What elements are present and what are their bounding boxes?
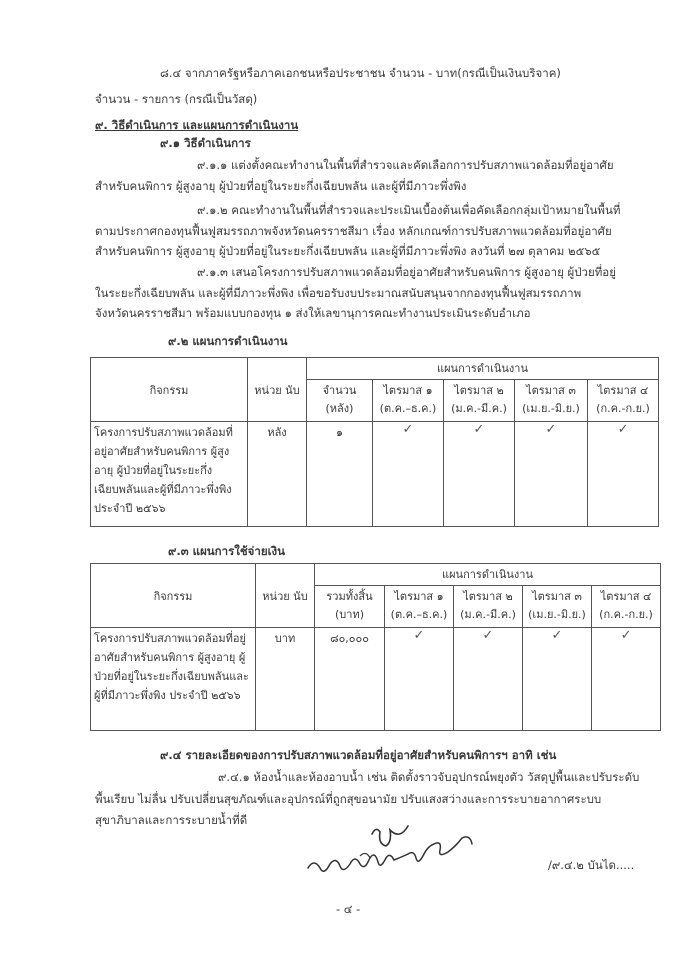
table-row <box>91 628 661 731</box>
para-9-1-2-c: สำหรับคนพิการ ผู้สูงอายุ ผู้ป่วยที่อยู่ในระยะกึ่งเฉียบพลัน และผู้ที่มีภาวะพึ่งพิง ลงวันที่ ๒๗ ตุลาคม ๒๕๖๕ <box>95 244 601 258</box>
header-quarter-4: ไตรมาส ๔ (ก.ค.-ก.ย.) <box>588 380 659 422</box>
section-9-2-heading: ๙.๒ แผนการดำเนินงาน <box>168 334 288 348</box>
para-9-4-1-a: ๙.๔.๑ ห้องน้ำและห้องอาบน้ำ เช่น ติดตั้งราวจับอุปกรณ์พยุงตัว วัสดุปูพื้นและปรับระดับ <box>218 770 640 784</box>
check-mark-q1: ✓ <box>385 628 454 731</box>
header-quarter-2: ไตรมาส ๒ (ม.ค.-มี.ค.) <box>444 380 515 422</box>
check-mark-q4: ✓ <box>592 628 661 731</box>
header-quarter-3: ไตรมาส ๓ (เม.ย.-มิ.ย.) <box>515 380 588 422</box>
total-cell: ๘๐,๐๐๐ <box>315 628 385 731</box>
para-9-1-3-b: ในระยะกึ่งเฉียบพลัน และผู้ที่มีภาวะพึ่งพิง เพื่อขอรับงบประมาณสนับสนุนจากกองทุนฟื้นฟูสมรรถภาพ <box>95 286 582 300</box>
para-9-1-3-a: ๙.๑.๓ เสนอโครงการปรับสภาพแวดล้อมที่อยู่อาศัยสำหรับคนพิการ ผู้สูงอายุ ผู้ป่วยที่อยู่ <box>197 265 616 279</box>
table-row <box>91 422 659 527</box>
para-9-4-1-b: พื้นเรียบ ไม่ลื่น ปรับเปลี่ยนสุขภัณฑ์และอุปกรณ์ที่ถูกสุขอนามัย ปรับแสงสว่างและการระบายอากาศระบบ <box>95 792 602 806</box>
operation-plan-table <box>90 357 659 527</box>
check-mark-q3: ✓ <box>515 422 588 527</box>
header-activity: กิจกรรม <box>91 358 248 422</box>
activity-cell: โครงการปรับสภาพแวดล้อมที่อยู่อาศัยสำหรับคนพิการ ผู้สูงอายุ ผู้ป่วยที่อยู่ในระยะกึ่งเฉียบพลันและผู้ที่มีภาวะพึ่งพิง ประจำปี ๒๕๖๖ <box>91 628 256 731</box>
check-mark-q3: ✓ <box>523 628 592 731</box>
para-9-1-1-b: สำหรับคนพิการ ผู้สูงอายุ ผู้ป่วยที่อยู่ในระยะกึ่งเฉียบพลัน และผู้ที่มีภาวะพึ่งพิง <box>95 179 467 193</box>
header-unit: หน่วย นับ <box>248 358 307 422</box>
para-9-1-1-a: ๙.๑.๑ แต่งตั้งคณะทำงานในพื้นที่สำรวจและคัดเลือกการปรับสภาพแวดล้อมที่อยู่อาศัย <box>197 158 614 172</box>
check-mark-q2: ✓ <box>444 422 515 527</box>
header-quarter-2: ไตรมาส ๒ (ม.ค.-มี.ค.) <box>454 586 523 628</box>
section-9-3-heading: ๙.๓ แผนการใช้จ่ายเงิน <box>168 544 286 558</box>
unit-cell: บาท <box>256 628 315 731</box>
check-mark-q4: ✓ <box>588 422 659 527</box>
section-9-4-heading: ๙.๔ รายละเอียดของการปรับสภาพแวดล้อมที่อยู่อาศัยสำหรับคนพิการฯ อาทิ เช่น <box>160 748 557 762</box>
amount-cell: ๑ <box>307 422 373 527</box>
section-9-heading: ๙. วิธีดำเนินการ และแผนการดำเนินงาน <box>95 118 299 132</box>
activity-cell: โครงการปรับสภาพแวดล้อมที่อยู่อาศัยสำหรับคนพิการ ผู้สูงอายุ ผู้ป่วยที่อยู่ในระยะกึ่งเฉียบพลันและผู้ที่มีภาวะพึ่งพิง ประจำปี ๒๕๖๖ <box>91 422 248 527</box>
page-number: - ๔ - <box>336 902 361 916</box>
header-quarter-3: ไตรมาส ๓ (เม.ย.-มิ.ย.) <box>523 586 592 628</box>
funding-line-material: จำนวน - รายการ (กรณีเป็นวัสดุ) <box>95 92 258 106</box>
para-9-1-3-c: จังหวัดนครราชสีมา พร้อมแบบกองทุน ๑ ส่งให้เลขานุการคณะทำงานประเมินระดับอำเภอ <box>95 306 531 320</box>
para-9-1-2-b: ตามประกาศกองทุนฟื้นฟูสมรรถภาพจังหวัดนครราชสีมา เรื่อง หลักเกณฑ์การปรับสภาพแวดล้อมที่อยู่อาศัย <box>95 224 612 238</box>
header-total: รวมทั้งสิ้น (บาท) <box>315 586 385 628</box>
header-quarter-4: ไตรมาส ๔ (ก.ค.-ก.ย.) <box>592 586 661 628</box>
section-9-1-heading: ๙.๑ วิธีดำเนินการ <box>160 136 251 150</box>
header-quarter-1: ไตรมาส ๑ (ต.ค.–ธ.ค.) <box>385 586 454 628</box>
funding-line-donation: ๘.๔ จากภาครัฐหรือภาคเอกชนหรือประชาชน จำนวน - บาท(กรณีเป็นเงินบริจาค) <box>160 66 561 80</box>
header-amount: จำนวน (หลัง) <box>307 380 373 422</box>
para-9-1-2-a: ๙.๑.๒ คณะทำงานในพื้นที่สำรวจและประเมินเบื้องต้นเพื่อคัดเลือกกลุ่มเป้าหมายในพื้นที่ <box>197 203 621 217</box>
unit-cell: หลัง <box>248 422 307 527</box>
expense-plan-table <box>90 563 661 731</box>
para-9-4-1-c: สุขาภิบาลและการระบายน้ำที่ดี <box>95 813 248 827</box>
check-mark-q1: ✓ <box>373 422 444 527</box>
header-activity: กิจกรรม <box>91 564 256 628</box>
header-plan: แผนการดำเนินงาน <box>315 564 661 586</box>
check-mark-q2: ✓ <box>454 628 523 731</box>
header-unit: หน่วย นับ <box>256 564 315 628</box>
header-quarter-1: ไตรมาส ๑ (ต.ค.–ธ.ค.) <box>373 380 444 422</box>
continuation-note: /๙.๔.๒ บันได..... <box>548 858 635 872</box>
handwritten-signature <box>300 820 500 885</box>
header-plan: แผนการดำเนินงาน <box>307 358 659 380</box>
